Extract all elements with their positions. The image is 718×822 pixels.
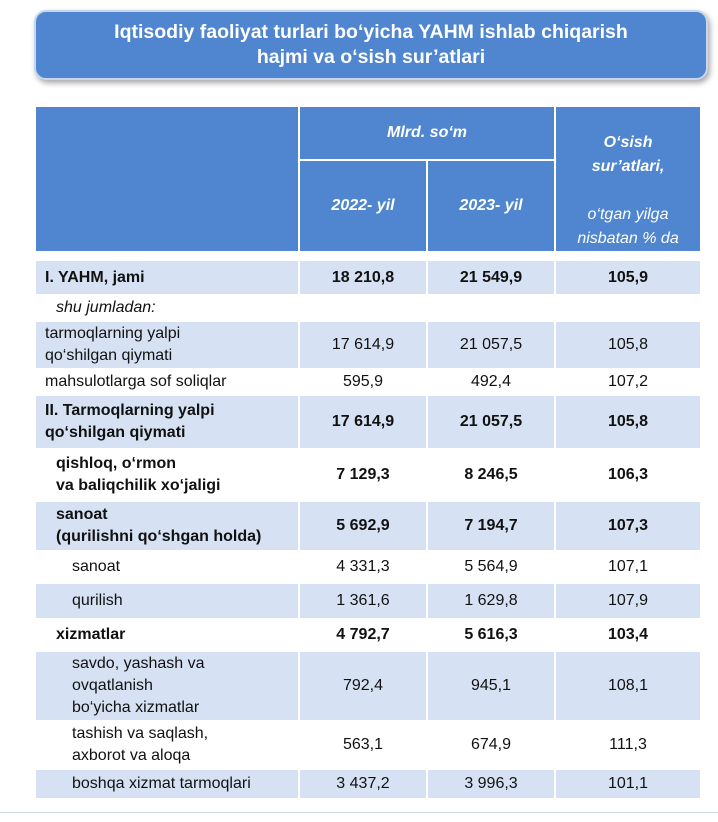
value-2023: 8 246,5 — [427, 448, 555, 502]
value-2023: 21 549,9 — [427, 261, 555, 294]
value-2022: 17 614,9 — [299, 322, 427, 368]
growth-rate: 107,3 — [555, 502, 701, 550]
table-row — [35, 720, 701, 770]
table-row — [35, 368, 701, 396]
value-2022: 1 361,6 — [299, 584, 427, 618]
value-2022: 4 792,7 — [299, 618, 427, 652]
row-label: mahsulotlarga sof soliqlar — [35, 368, 299, 396]
header-2023: 2023- yil — [427, 160, 555, 252]
table-row — [35, 294, 701, 322]
growth-rate: 105,9 — [555, 261, 701, 294]
value-2023: 492,4 — [427, 368, 555, 396]
value-2023: 7 194,7 — [427, 502, 555, 550]
row-label: sanoat (qurilishni qo‘shgan holda) — [35, 502, 299, 550]
value-2023: 21 057,5 — [427, 396, 555, 448]
value-2023: 1 629,8 — [427, 584, 555, 618]
gdp-table — [34, 105, 702, 798]
header-rate-subtitle: o‘tgan yilga nisbatan % da — [577, 206, 679, 247]
table-row — [35, 550, 701, 584]
header-rate-title: O‘sish sur’atlari, — [591, 134, 665, 175]
table-row — [35, 770, 701, 798]
value-2022: 563,1 — [299, 720, 427, 770]
growth-rate: 101,1 — [555, 770, 701, 798]
row-label: savdo, yashash va ovqatlanish bo‘yicha xizmatlar — [35, 652, 299, 720]
growth-rate: 107,2 — [555, 368, 701, 396]
row-label: sanoat — [35, 550, 299, 584]
value-2022: 18 210,8 — [299, 261, 427, 294]
growth-rate: 105,8 — [555, 322, 701, 368]
table-row — [35, 261, 701, 294]
table-row — [35, 502, 701, 550]
row-label: II. Tarmoqlarning yalpi qo‘shilgan qiymati — [35, 396, 299, 448]
title-banner — [34, 10, 708, 80]
growth-rate: 107,9 — [555, 584, 701, 618]
header-growth-rate — [555, 106, 701, 252]
value-2023: 5 616,3 — [427, 618, 555, 652]
value-2023: 945,1 — [427, 652, 555, 720]
row-label: xizmatlar — [35, 618, 299, 652]
value-2023: 674,9 — [427, 720, 555, 770]
table-row — [35, 448, 701, 502]
value-2022: 3 437,2 — [299, 770, 427, 798]
row-label: tarmoqlarning yalpi qo‘shilgan qiymati — [35, 322, 299, 368]
row-label: shu jumladan: — [35, 294, 299, 322]
value-2023: 21 057,5 — [427, 322, 555, 368]
value-2022: 7 129,3 — [299, 448, 427, 502]
header-blank-cell — [35, 106, 299, 252]
growth-rate: 106,3 — [555, 448, 701, 502]
row-label: tashish va saqlash, axborot va aloqa — [35, 720, 299, 770]
growth-rate: 108,1 — [555, 652, 701, 720]
row-label: qurilish — [35, 584, 299, 618]
table-row — [35, 322, 701, 368]
row-label: I. YAHM, jami — [35, 261, 299, 294]
table-row — [35, 652, 701, 720]
header-group-unit: Mlrd. so‘m — [299, 106, 555, 160]
growth-rate: 103,4 — [555, 618, 701, 652]
table-row — [35, 396, 701, 448]
value-2023: 5 564,9 — [427, 550, 555, 584]
growth-rate: 111,3 — [555, 720, 701, 770]
row-label: qishloq, o‘rmon va baliqchilik xo‘jaligi — [35, 448, 299, 502]
header-2022: 2022- yil — [299, 160, 427, 252]
value-2022: 5 692,9 — [299, 502, 427, 550]
growth-rate: 105,8 — [555, 396, 701, 448]
bottom-divider — [0, 812, 718, 813]
value-2023: 3 996,3 — [427, 770, 555, 798]
table-row — [35, 618, 701, 652]
value-2022: 4 331,3 — [299, 550, 427, 584]
row-label: boshqa xizmat tarmoqlari — [35, 770, 299, 798]
growth-rate: 107,1 — [555, 550, 701, 584]
table-row — [35, 584, 701, 618]
value-2022: 17 614,9 — [299, 396, 427, 448]
value-2022: 595,9 — [299, 368, 427, 396]
value-2022: 792,4 — [299, 652, 427, 720]
page-title: Iqtisodiy faoliyat turlari bo‘yicha YAHM ishlab chiqarish hajmi va o‘sish sur’atlari — [114, 21, 628, 68]
